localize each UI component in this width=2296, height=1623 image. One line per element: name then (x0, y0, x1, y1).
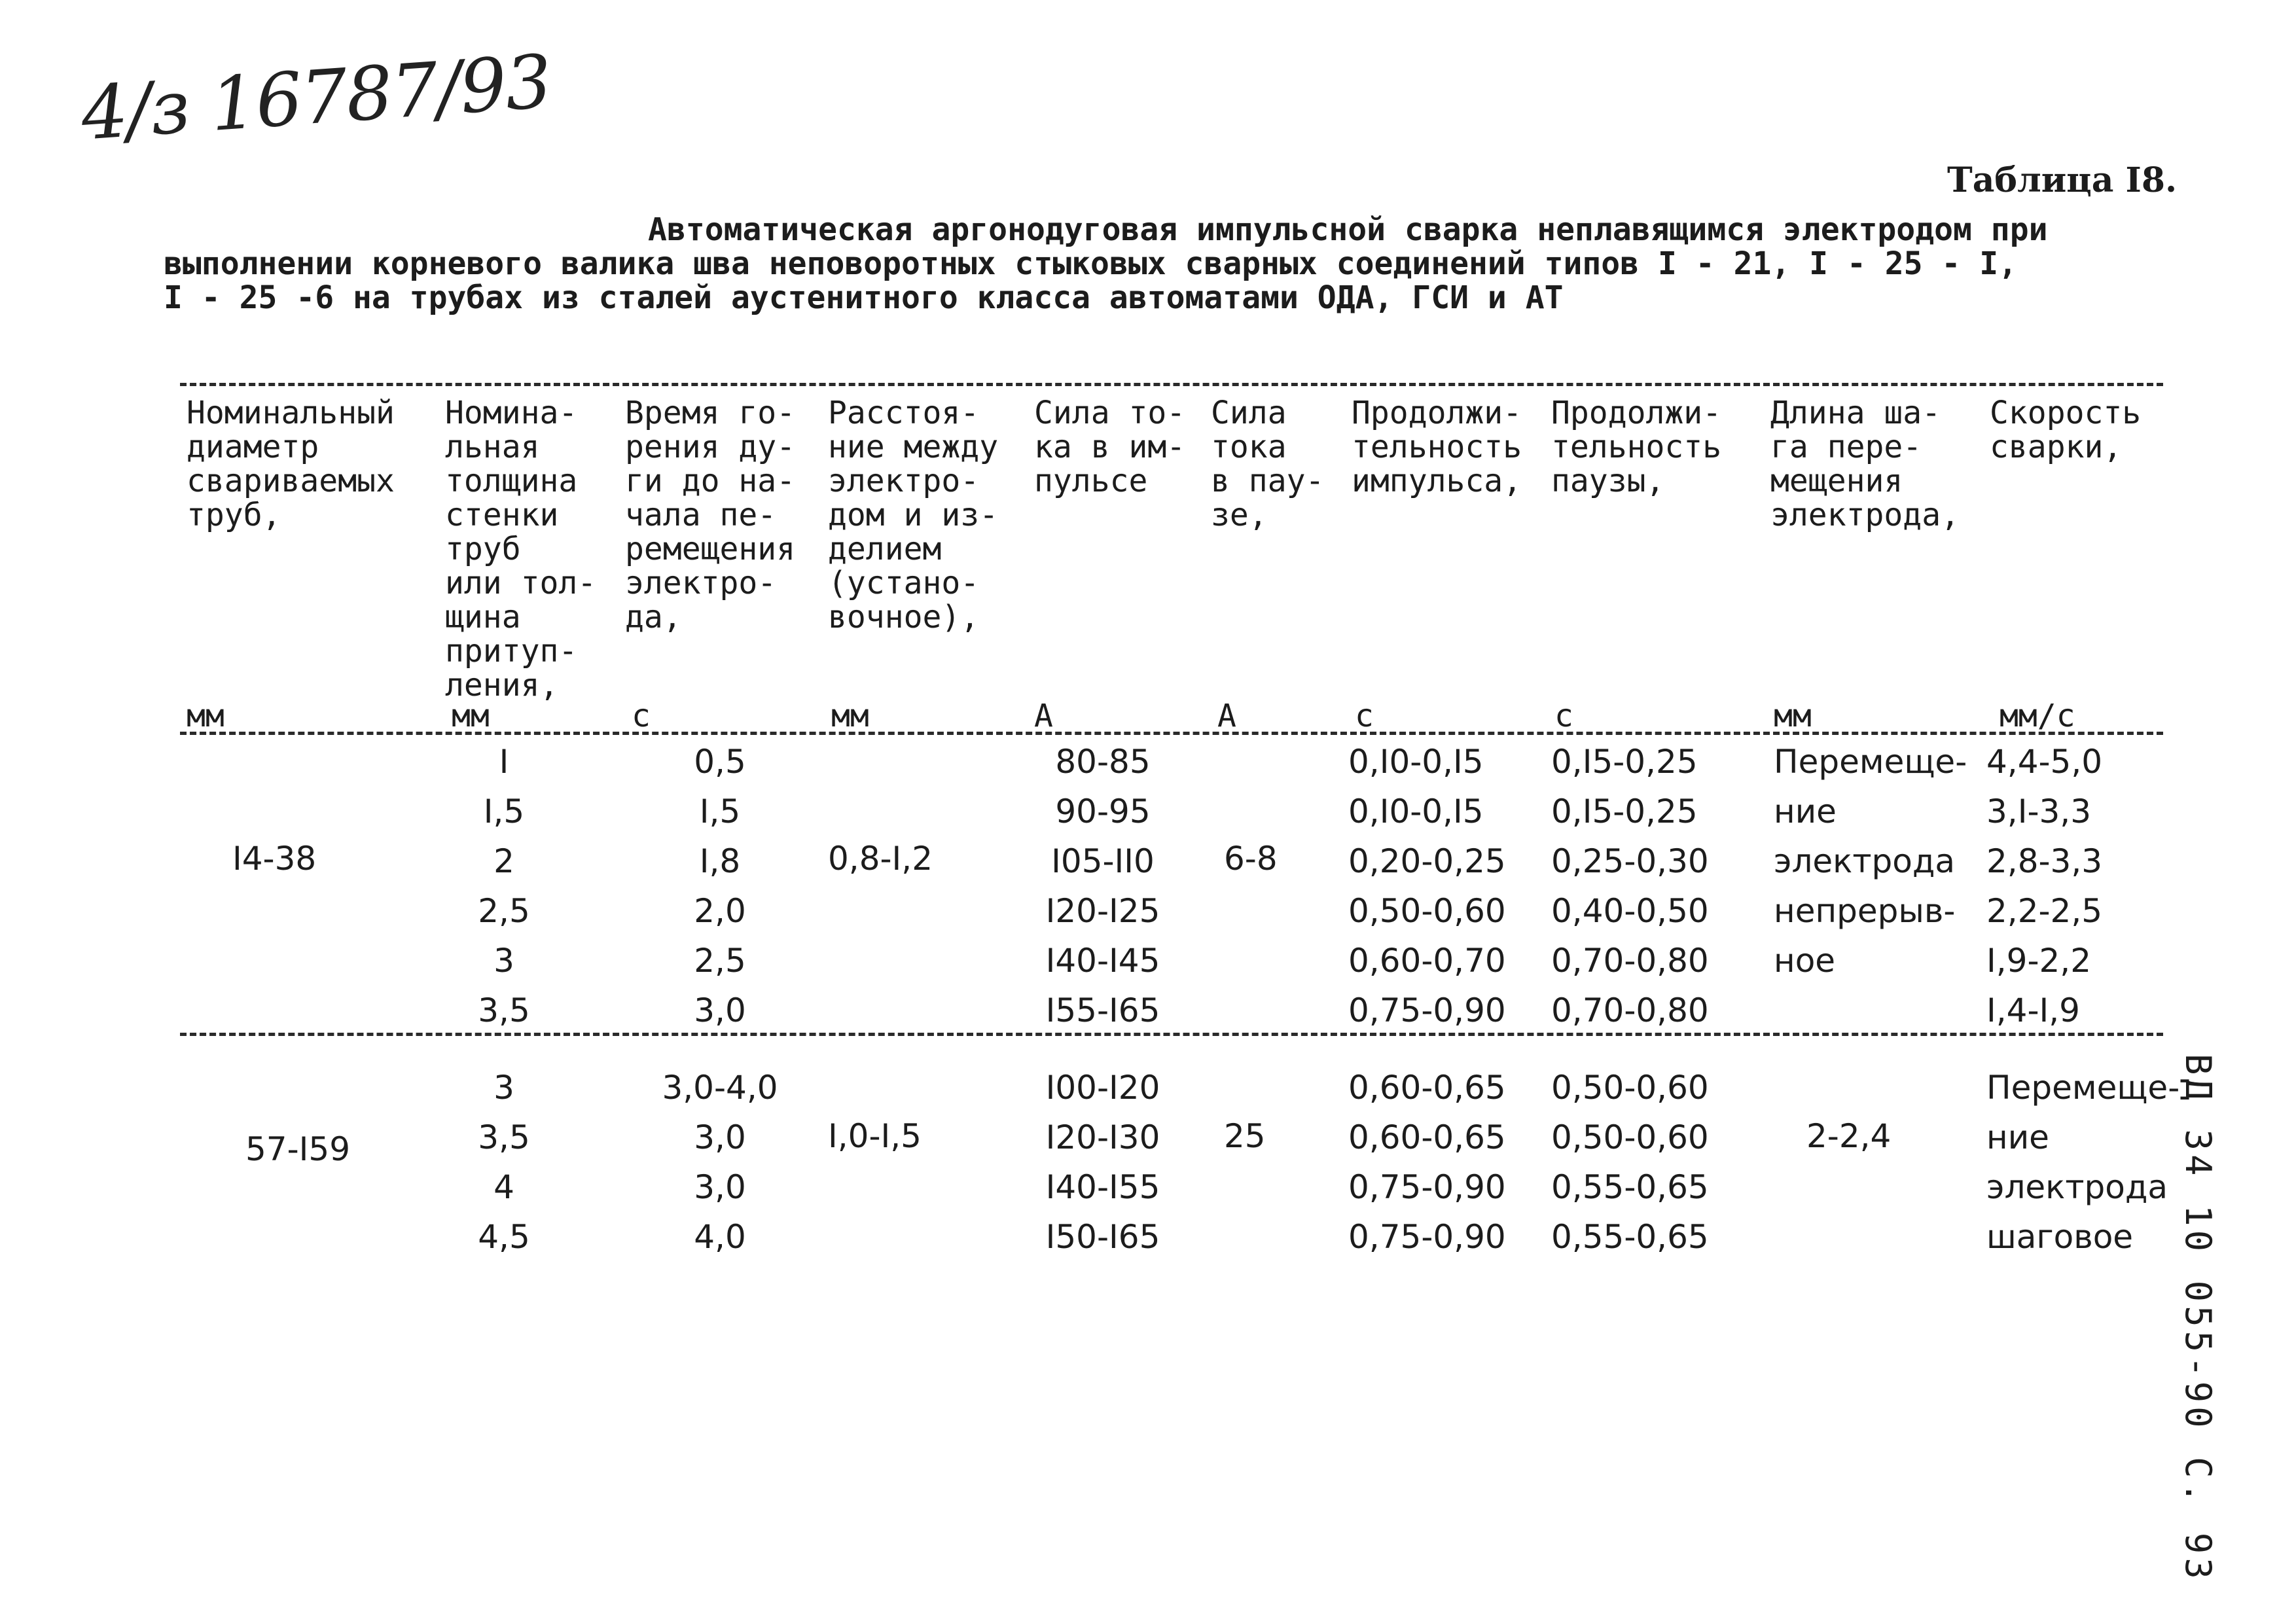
group2-wall-cell: 4,5 (478, 1218, 530, 1256)
group2-pulse-current-cell: I20-I30 (1045, 1118, 1160, 1156)
header-welding-speed: Скорость сварки, (1990, 395, 2142, 465)
header-nominal-diameter: Номинальный диаметр свариваемых труб, (187, 395, 395, 533)
group2-pulse-duration-cell: 0,75-0,90 (1348, 1168, 1506, 1206)
unit-pause-duration: с (1554, 698, 1573, 734)
group1-step-note-line: ние (1774, 793, 1837, 830)
group2-speed-note-line: ние (1986, 1118, 2049, 1156)
group2-speed-note-column (1986, 1063, 2179, 1262)
group1-pulse-current-cell: I20-I25 (1045, 892, 1160, 930)
group2-diameter: 57-I59 (245, 1130, 351, 1168)
caption-line-2: выполнении корневого валика шва неповоротных стыковых сварных соединений типов I - 21, I - 25 - I, (164, 245, 2018, 282)
group2-pause-duration-cell: 0,55-0,65 (1551, 1218, 1709, 1256)
document-side-code: ВД 34 10 055-90 С. 93 (2178, 1054, 2219, 1583)
group1-burn-time-cell: 3,0 (694, 991, 746, 1029)
group2-step-length: 2-2,4 (1806, 1117, 1892, 1155)
group1-pulse-current-cell: 80-85 (1055, 743, 1151, 781)
group1-pause-duration-cell: 0,I5-0,25 (1551, 743, 1698, 781)
header-wall-thickness: Номина- льная толщина стенки труб или тол- щина притуп- ления, (445, 395, 597, 704)
group1-wall-cell: 2,5 (478, 892, 530, 930)
group1-pulse-duration-cell: 0,75-0,90 (1348, 991, 1506, 1029)
header-electrode-distance: Расстоя- ние между электро- дом и из- делием (устано- вочное), (828, 395, 999, 635)
group1-wall-column (458, 737, 550, 1035)
group2-pulse-duration-cell: 0,60-0,65 (1348, 1118, 1506, 1156)
header-pulse-duration: Продолжи- тельность импульса, (1352, 395, 1522, 499)
group2-pulse-current-column (1021, 1063, 1185, 1262)
group1-step-note-column (1774, 737, 1967, 986)
group1-pulse-current-cell: I55-I65 (1045, 991, 1160, 1029)
group2-pulse-current-cell: I40-I55 (1045, 1168, 1160, 1206)
group-separator-rule (180, 1033, 2163, 1036)
group2-wall-cell: 3,5 (478, 1118, 530, 1156)
group1-burn-time-cell: I,8 (699, 842, 741, 880)
group1-pause-duration-cell: 0,25-0,30 (1551, 842, 1709, 880)
group1-pause-duration-cell: 0,70-0,80 (1551, 942, 1709, 980)
header-pulse-current: Сила то- ка в им- пульсе (1034, 395, 1186, 499)
group1-pause-current: 6-8 (1224, 840, 1278, 878)
group2-distance: I,0-I,5 (828, 1117, 922, 1155)
header-step-length: Длина ша- га пере- мещения электрода, (1770, 395, 1960, 533)
group2-wall-cell: 4 (493, 1168, 514, 1206)
group2-pause-duration-cell: 0,50-0,60 (1551, 1118, 1709, 1156)
group1-pause-duration-column (1551, 737, 1709, 1035)
group2-speed-note-line: шаговое (1986, 1218, 2134, 1256)
group2-burn-time-cell: 4,0 (694, 1218, 746, 1256)
group1-burn-time-cell: 0,5 (694, 743, 746, 781)
group1-step-note-line: электрода (1774, 842, 1956, 880)
group1-wall-cell: 3 (493, 942, 514, 980)
group1-pulse-current-cell: I40-I45 (1045, 942, 1160, 980)
group1-pause-duration-cell: 0,40-0,50 (1551, 892, 1709, 930)
group1-wall-cell: 3,5 (478, 991, 530, 1029)
group2-pause-duration-cell: 0,55-0,65 (1551, 1168, 1709, 1206)
group1-distance: 0,8-I,2 (828, 840, 933, 878)
group1-pause-duration-cell: 0,I5-0,25 (1551, 793, 1698, 830)
group1-speed-cell: I,9-2,2 (1986, 942, 2092, 980)
group1-pulse-duration-cell: 0,50-0,60 (1348, 892, 1506, 930)
unit-pulse-current: А (1034, 698, 1053, 734)
group1-pulse-duration-cell: 0,I0-0,I5 (1348, 793, 1484, 830)
group1-wall-cell: I,5 (483, 793, 525, 830)
group2-wall-column (458, 1063, 550, 1262)
unit-distance: мм (831, 698, 869, 734)
group2-burn-time-cell: 3,0-4,0 (662, 1069, 778, 1107)
group1-speed-cell: 4,4-5,0 (1986, 743, 2103, 781)
handwritten-registration-number: 4/з 16787/93 (79, 39, 554, 157)
group1-pulse-current-column (1021, 737, 1185, 1035)
group2-pulse-duration-cell: 0,75-0,90 (1348, 1218, 1506, 1256)
group1-pulse-current-cell: 90-95 (1055, 793, 1151, 830)
table-label: Таблица I8. (1947, 160, 2178, 200)
group1-pulse-current-cell: I05-II0 (1051, 842, 1155, 880)
group1-speed-cell: 3,I-3,3 (1986, 793, 2092, 830)
unit-speed: мм/с (2000, 698, 2075, 734)
table-caption (164, 213, 2047, 315)
group2-pulse-duration-cell: 0,60-0,65 (1348, 1069, 1506, 1107)
group2-wall-cell: 3 (493, 1069, 514, 1107)
header-pause-duration: Продолжи- тельность паузы, (1551, 395, 1722, 499)
header-pause-current: Сила тока в пау- зе, (1211, 395, 1325, 533)
header-burn-time: Время го- рения ду- ги до на- чала пе- ремещения электро- да, (625, 395, 796, 635)
caption-line-1: Автоматическая аргонодуговая импульсной сварка неплавящимся электродом при (648, 211, 2048, 248)
group1-pulse-duration-cell: 0,20-0,25 (1348, 842, 1506, 880)
group1-step-note-line: Перемеще- (1774, 743, 1967, 781)
unit-wall: мм (452, 698, 490, 734)
group1-diameter: I4-38 (232, 840, 317, 878)
group1-speed-cell: I,4-I,9 (1986, 991, 2080, 1029)
caption-line-3: I - 25 -6 на трубах из сталей аустенитного класса автоматами ОДА, ГСИ и АТ (164, 279, 1564, 316)
group1-burn-time-cell: 2,5 (694, 942, 746, 980)
group1-step-note-line: непрерыв- (1774, 892, 1956, 930)
group1-burn-time-cell: 2,0 (694, 892, 746, 930)
group2-speed-note-line: электрода (1986, 1168, 2168, 1206)
group1-wall-cell: I (499, 743, 509, 781)
group1-speed-cell: 2,8-3,3 (1986, 842, 2103, 880)
group2-pulse-current-cell: I50-I65 (1045, 1218, 1160, 1256)
group2-burn-time-cell: 3,0 (694, 1168, 746, 1206)
group1-pulse-duration-cell: 0,I0-0,I5 (1348, 743, 1484, 781)
group2-speed-note-line: Перемеще- (1986, 1069, 2180, 1107)
unit-diameter: мм (187, 698, 224, 734)
group1-step-note-line: ное (1774, 942, 1836, 980)
unit-pause-current: А (1217, 698, 1236, 734)
group2-pause-current: 25 (1224, 1117, 1266, 1155)
unit-step-length: мм (1774, 698, 1812, 734)
group2-burn-time-column (628, 1063, 812, 1262)
group2-pulse-duration-column (1348, 1063, 1506, 1262)
group2-pause-duration-cell: 0,50-0,60 (1551, 1069, 1709, 1107)
group1-pulse-duration-cell: 0,60-0,70 (1348, 942, 1506, 980)
group2-pulse-current-cell: I00-I20 (1045, 1069, 1160, 1107)
header-bottom-rule (180, 732, 2163, 735)
group1-speed-column (1986, 737, 2102, 1035)
group2-pause-duration-column (1551, 1063, 1709, 1262)
group2-burn-time-cell: 3,0 (694, 1118, 746, 1156)
header-top-rule (180, 383, 2163, 386)
unit-pulse-duration: с (1355, 698, 1374, 734)
group1-burn-time-cell: I,5 (699, 793, 741, 830)
group1-burn-time-column (661, 737, 779, 1035)
group1-pulse-duration-column (1348, 737, 1506, 1035)
group1-pause-duration-cell: 0,70-0,80 (1551, 991, 1709, 1029)
group1-speed-cell: 2,2-2,5 (1986, 892, 2103, 930)
unit-burn-time: с (632, 698, 651, 734)
group1-wall-cell: 2 (493, 842, 514, 880)
